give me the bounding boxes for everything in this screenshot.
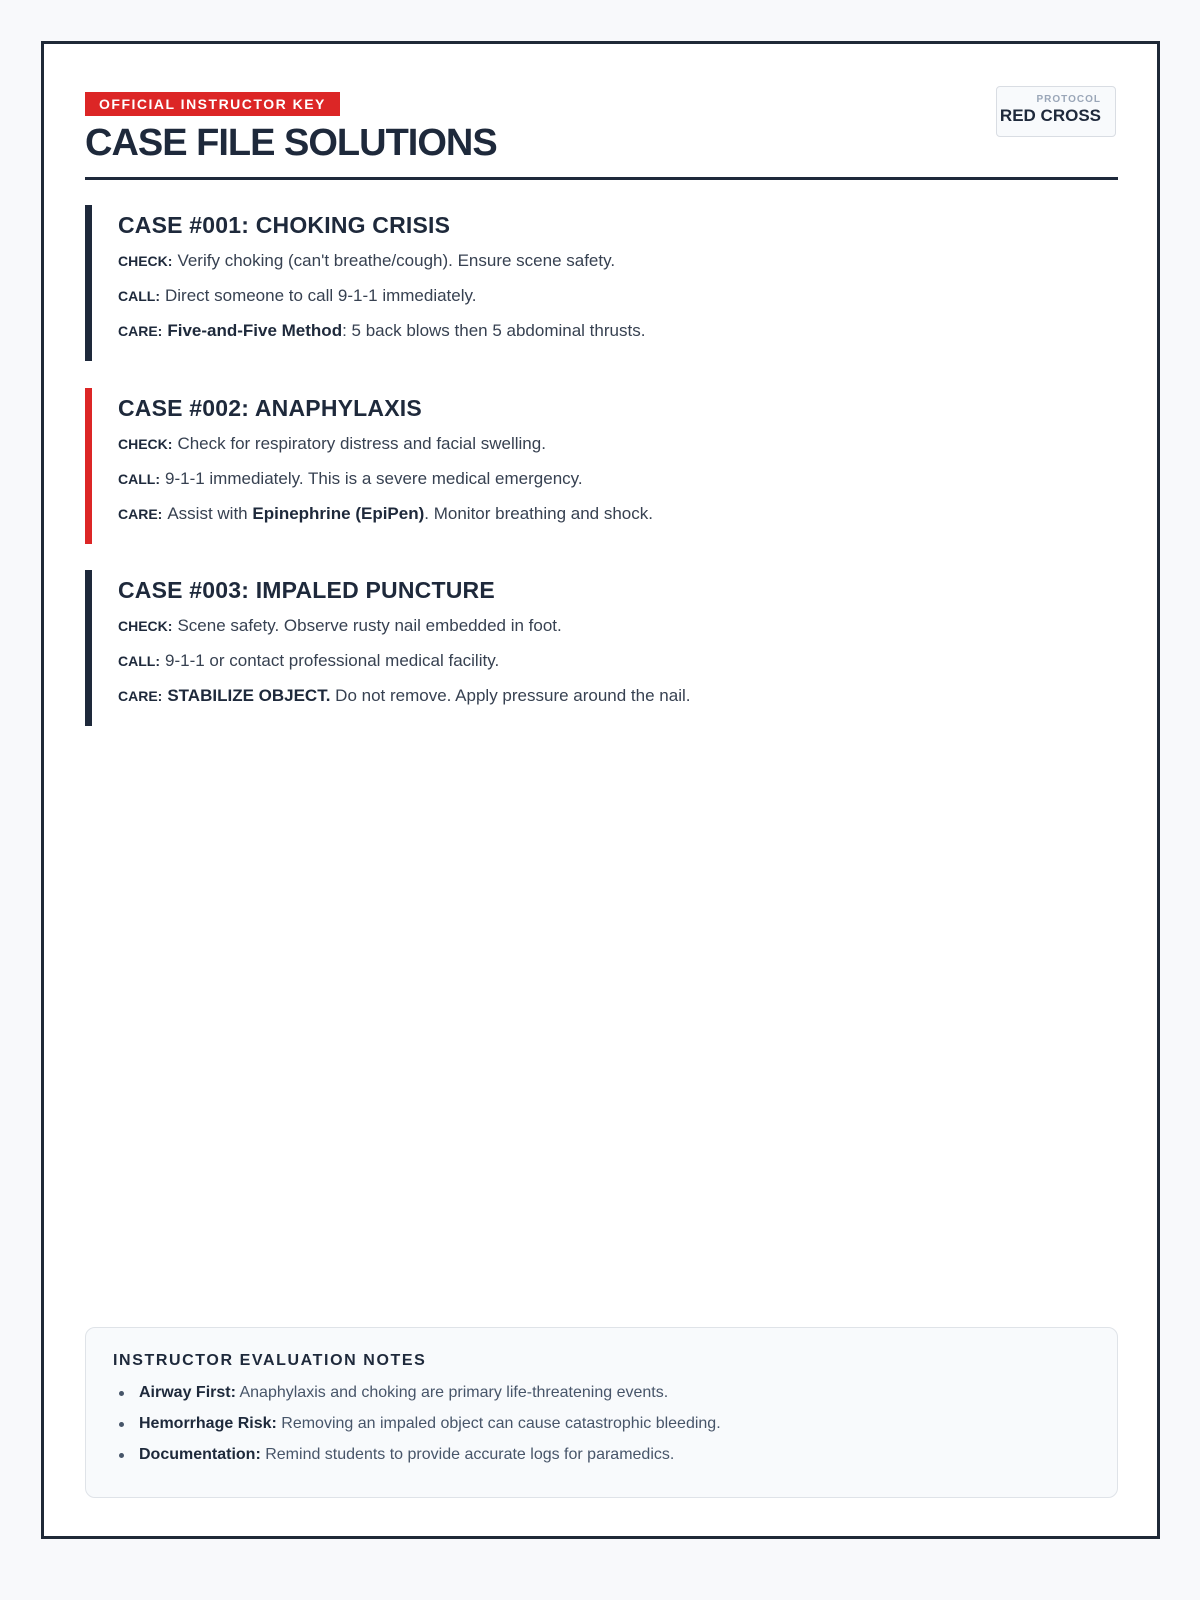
protocol-box <box>996 86 1116 137</box>
instructor-notes-panel <box>85 1327 1118 1498</box>
care-key-action: STABILIZE OBJECT. <box>167 686 331 705</box>
protocol-value: RED CROSS <box>999 106 1101 125</box>
notes-list <box>113 1383 1117 1476</box>
care-step <box>118 321 985 356</box>
check-step <box>118 434 985 469</box>
check-label: CHECK: <box>118 436 173 452</box>
call-label: CALL: <box>118 471 160 487</box>
call-step <box>118 651 985 686</box>
case-card-001 <box>85 205 985 361</box>
note-text: Anaphylaxis and choking are primary life-threatening events. <box>235 1384 669 1401</box>
check-step <box>118 616 985 651</box>
case-card-002 <box>85 388 985 544</box>
note-label: Hemorrhage Risk: <box>139 1415 277 1432</box>
note-label: Airway First: <box>139 1384 236 1401</box>
call-step <box>118 286 985 321</box>
note-text: Removing an impaled object can cause catastrophic bleeding. <box>276 1415 721 1432</box>
call-text: 9-1-1 immediately. This is a severe medical emergency. <box>165 469 583 488</box>
care-label: CARE: <box>118 506 163 522</box>
notes-item <box>113 1445 1117 1476</box>
page-title: CASE FILE SOLUTIONS <box>85 122 497 164</box>
official-key-badge: OFFICIAL INSTRUCTOR KEY <box>85 92 340 116</box>
case-title: CASE #003: IMPALED PUNCTURE <box>118 577 495 603</box>
care-key-action: Epinephrine (EpiPen) <box>252 504 425 523</box>
check-text: Check for respiratory distress and facial swelling. <box>177 434 546 453</box>
care-text-post: : 5 back blows then 5 abdominal thrusts. <box>342 321 646 340</box>
check-label: CHECK: <box>118 618 173 634</box>
call-label: CALL: <box>118 653 160 669</box>
check-step <box>118 251 985 286</box>
call-text: Direct someone to call 9-1-1 immediately. <box>165 286 477 305</box>
check-text: Scene safety. Observe rusty nail embedded in foot. <box>177 616 562 635</box>
notes-item <box>113 1414 1117 1445</box>
header-divider <box>85 177 1118 180</box>
care-step <box>118 686 985 721</box>
care-label: CARE: <box>118 323 163 339</box>
answer-key-sheet <box>41 41 1160 1539</box>
case-title: CASE #002: ANAPHYLAXIS <box>118 395 422 421</box>
care-label: CARE: <box>118 688 163 704</box>
check-label: CHECK: <box>118 253 173 269</box>
case-card-003 <box>85 570 985 726</box>
call-label: CALL: <box>118 288 160 304</box>
notes-title: INSTRUCTOR EVALUATION NOTES <box>113 1352 427 1369</box>
protocol-label: PROTOCOL <box>1036 94 1101 105</box>
call-text: 9-1-1 or contact professional medical facility. <box>165 651 500 670</box>
note-text: Remind students to provide accurate logs for paramedics. <box>260 1446 675 1463</box>
care-text-post: . Monitor breathing and shock. <box>424 504 653 523</box>
check-text: Verify choking (can't breathe/cough). Ensure scene safety. <box>177 251 616 270</box>
notes-item <box>113 1383 1117 1414</box>
call-step <box>118 469 985 504</box>
care-text-pre: Assist with <box>167 504 253 523</box>
case-title: CASE #001: CHOKING CRISIS <box>118 212 451 238</box>
care-step <box>118 504 985 539</box>
care-key-action: Five-and-Five Method <box>167 321 343 340</box>
note-label: Documentation: <box>139 1446 261 1463</box>
care-text-post: Do not remove. Apply pressure around the nail. <box>330 686 691 705</box>
